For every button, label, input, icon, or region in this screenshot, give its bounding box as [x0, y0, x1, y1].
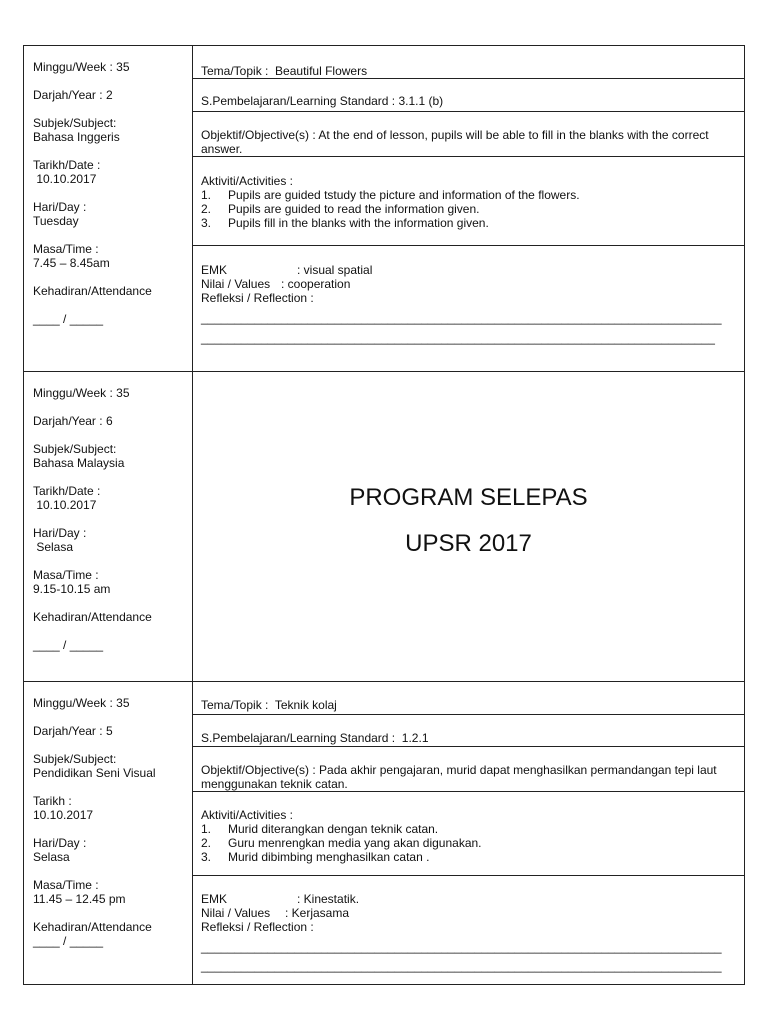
lesson-3-content: [192, 681, 745, 985]
time-field: Masa/Time : 9.15-10.15 am: [33, 568, 111, 596]
lesson-1-info: [23, 45, 193, 372]
reflection-row: [193, 246, 744, 371]
activities-heading: Aktiviti/Activities :: [201, 808, 294, 822]
activity-number: 1.: [201, 822, 212, 836]
activity-number: 3.: [201, 216, 212, 230]
date-field: Tarikh/Date : 10.10.2017: [33, 484, 101, 512]
activity-item: [201, 822, 736, 836]
activity-item: [201, 188, 736, 202]
subject-field: Subjek/Subject: Bahasa Malaysia: [33, 442, 125, 470]
lesson-2-info: [23, 371, 193, 682]
reflection-line-2: _____________________________________________________________________________: [201, 331, 715, 345]
topic-row: Tema/Topik : Teknik kolaj: [193, 682, 744, 715]
activity-text: Murid dibimbing menghasilkan catan .: [228, 850, 430, 864]
activities-heading: Aktiviti/Activities :: [201, 174, 294, 188]
day-field: Hari/Day : Tuesday: [33, 200, 87, 228]
subject-field: Subjek/Subject: Bahasa Inggeris: [33, 116, 120, 144]
date-field: Tarikh : 10.10.2017: [33, 794, 94, 822]
attendance-label: Kehadiran/Attendance: [33, 284, 152, 298]
date-field: Tarikh/Date : 10.10.2017: [33, 158, 101, 186]
activities-row: [193, 157, 744, 246]
subject-field: Subjek/Subject: Pendidikan Seni Visual: [33, 752, 156, 780]
week-field: Minggu/Week : 35: [33, 60, 130, 74]
activity-number: 1.: [201, 188, 212, 202]
reflection-line-2: ______________________________________________________________________________: [201, 959, 722, 973]
attendance-blank: ____ / _____: [33, 638, 104, 652]
activity-number: 3.: [201, 850, 212, 864]
activity-text: Pupils fill in the blanks with the information given.: [228, 216, 489, 230]
lesson-3-info: [23, 681, 193, 985]
activity-text: Guru menrengkan media yang akan digunakan.: [228, 836, 482, 850]
activity-text: Murid diterangkan dengan teknik catan.: [228, 822, 439, 836]
reflection-label: Refleksi / Reflection :: [201, 920, 314, 934]
activity-text: Pupils are guided tstudy the picture and information of the flowers.: [228, 188, 580, 202]
topic-row: Tema/Topik : Beautiful Flowers: [193, 46, 744, 79]
week-field: Minggu/Week : 35: [33, 386, 130, 400]
activities-row: [193, 792, 744, 876]
emk-line: EMK : visual spatial: [201, 263, 373, 277]
activity-item: [201, 202, 736, 216]
week-field: Minggu/Week : 35: [33, 696, 130, 710]
learning-standard-row: S.Pembelajaran/Learning Standard : 1.2.1: [193, 715, 744, 747]
activity-number: 2.: [201, 202, 212, 216]
activity-text: Pupils are guided to read the information given.: [228, 202, 480, 216]
reflection-line-1: ______________________________________________________________________________: [201, 311, 722, 325]
time-field: Masa/Time : 7.45 – 8.45am: [33, 242, 110, 270]
values-line: Nilai / Values : cooperation: [201, 277, 351, 291]
program-subtitle: UPSR 2017: [405, 530, 532, 557]
activity-item: [201, 216, 736, 230]
attendance-label: Kehadiran/Attendance: [33, 920, 152, 934]
day-field: Hari/Day : Selasa: [33, 526, 87, 554]
activities-list: [201, 188, 736, 230]
reflection-label: Refleksi / Reflection :: [201, 291, 314, 305]
activity-number: 2.: [201, 836, 212, 850]
values-line: Nilai / Values : Kerjasama: [201, 906, 350, 920]
lesson-2-content: [192, 371, 745, 682]
activities-list: [201, 822, 736, 864]
day-field: Hari/Day : Selasa: [33, 836, 87, 864]
time-field: Masa/Time : 11.45 – 12.45 pm: [33, 878, 126, 906]
learning-standard-row: S.Pembelajaran/Learning Standard : 3.1.1 (b): [193, 79, 744, 112]
reflection-row: [193, 876, 744, 984]
activity-item: [201, 836, 736, 850]
year-field: Darjah/Year : 5: [33, 724, 113, 738]
program-title: PROGRAM SELEPAS: [349, 484, 588, 511]
reflection-line-1: ______________________________________________________________________________: [201, 940, 722, 954]
attendance-label: Kehadiran/Attendance: [33, 610, 152, 624]
attendance-blank: ____ / _____: [33, 934, 104, 948]
emk-line: EMK : Kinestatik.: [201, 892, 360, 906]
objective-row: Objektif/Objective(s) : At the end of lesson, pupils will be able to fill in the blanks with the correct answer.: [193, 112, 744, 157]
objective-row: Objektif/Objective(s) : Pada akhir pengajaran, murid dapat menghasilkan permandangan tepi laut menggunakan teknik catan.: [193, 747, 744, 792]
attendance-blank: ____ / _____: [33, 312, 104, 326]
lesson-1-content: [192, 45, 745, 372]
year-field: Darjah/Year : 2: [33, 88, 113, 102]
activity-item: [201, 850, 736, 864]
year-field: Darjah/Year : 6: [33, 414, 113, 428]
